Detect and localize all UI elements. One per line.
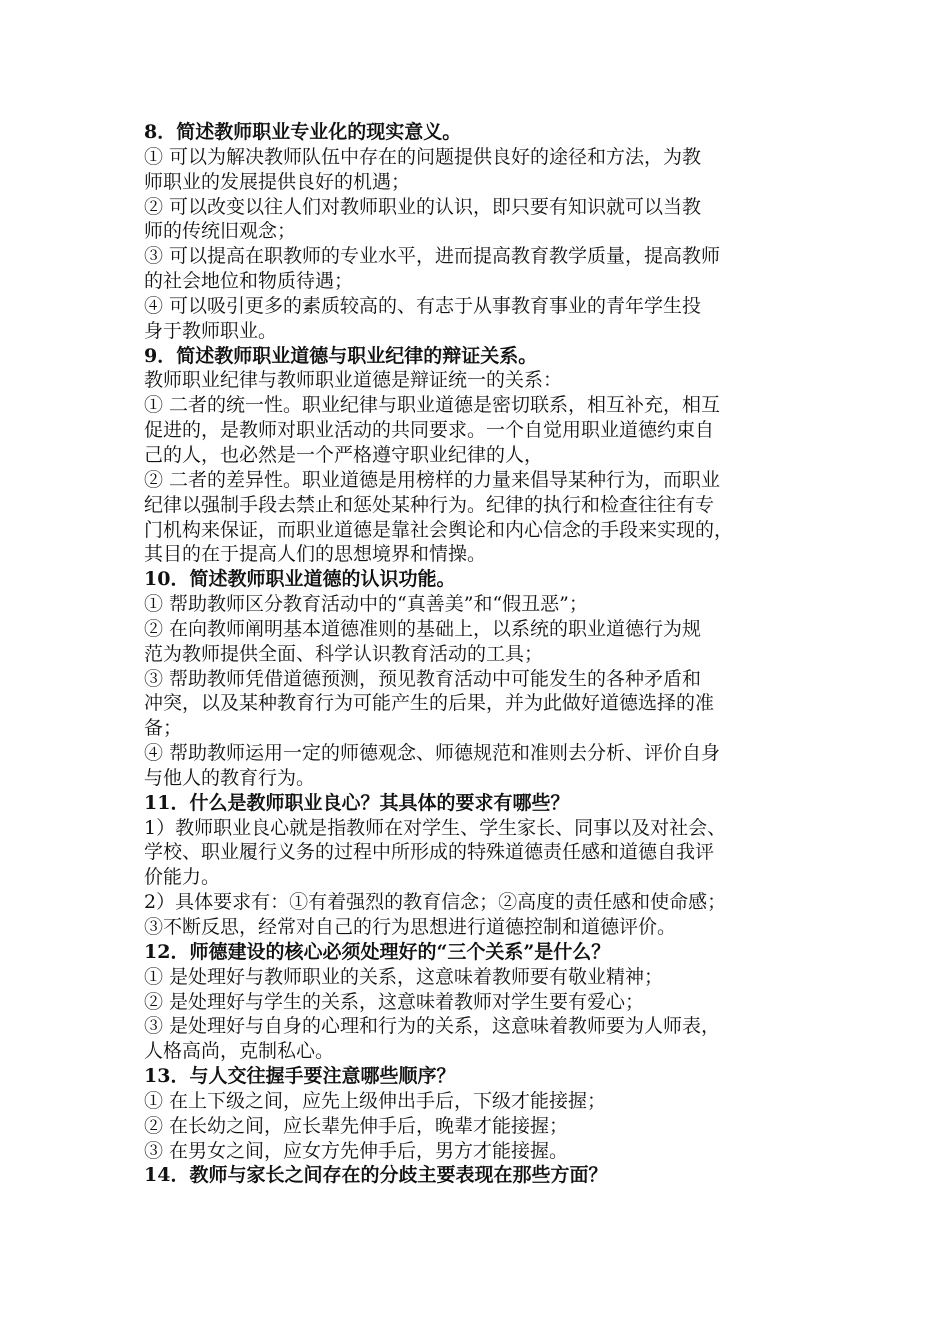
question-section — [144, 940, 834, 1064]
answer-line: 促进的，是教师对职业活动的共同要求。一个自觉用职业道德约束自 — [144, 419, 715, 442]
answer-line: 1）教师职业良心就是指教师在对学生、学生家长、同事以及对社会、 — [144, 816, 727, 839]
question-heading: 13．与人交往握手要注意哪些顺序？ — [144, 1065, 456, 1088]
answer-line: ③ 可以提高在职教师的专业水平，进而提高教育教学质量，提高教师 — [144, 245, 721, 268]
answer-line: 师的传统旧观念； — [144, 220, 297, 243]
answer-line: 人格高尚，克制私心。 — [144, 1040, 335, 1063]
question-section — [144, 567, 834, 791]
answer-line: 备； — [144, 717, 183, 740]
answer-line: ① 是处理好与教师职业的关系，这意味着教师要有敬业精神； — [144, 965, 664, 988]
answer-line: ② 二者的差异性。职业道德是用榜样的力量来倡导某种行为，而职业 — [144, 468, 721, 491]
document-body — [144, 120, 834, 1188]
answer-line: 的社会地位和物质待遇； — [144, 270, 354, 293]
question-section — [144, 120, 834, 344]
answer-line: ② 在长幼之间，应长辈先伸手后，晚辈才能接握； — [144, 1114, 569, 1137]
question-heading: 11．什么是教师职业良心？其具体的要求有哪些？ — [144, 791, 570, 814]
question-heading: 12．师德建设的核心必须处理好的“三个关系”是什么？ — [144, 940, 611, 963]
answer-line: 纪律以强制手段去禁止和惩处某种行为。纪律的执行和检查往往有专 — [144, 493, 715, 516]
question-section — [144, 1163, 834, 1188]
answer-line: ① 帮助教师区分教育活动中的“真善美”和“假丑恶”； — [144, 593, 588, 616]
answer-line: ② 是处理好与学生的关系，这意味着教师对学生要有爱心； — [144, 990, 645, 1013]
answer-line: 学校、职业履行义务的过程中所形成的特殊道德责任感和道德自我评 — [144, 841, 715, 864]
answer-line: ① 在上下级之间，应先上级伸出手后，下级才能接握； — [144, 1089, 607, 1112]
answer-line: ③ 帮助教师凭借道德预测，预见教育活动中可能发生的各种矛盾和 — [144, 667, 702, 690]
answer-line: 范为教师提供全面、科学认识教育活动的工具； — [144, 642, 544, 665]
answer-line: 身于教师职业。 — [144, 319, 278, 342]
answer-line: ② 可以改变以往人们对教师职业的认识，即只要有知识就可以当教 — [144, 195, 702, 218]
answer-line: ④ 帮助教师运用一定的师德观念、师德规范和准则去分析、评价自身 — [144, 742, 721, 765]
answer-line: 价能力。 — [144, 866, 221, 889]
question-heading: 14．教师与家长之间存在的分歧主要表现在那些方面？ — [144, 1164, 608, 1187]
question-section — [144, 344, 834, 568]
answer-line: 门机构来保证，而职业道德是靠社会舆论和内心信念的手段来实现的， — [144, 518, 734, 541]
answer-line: ③ 是处理好与自身的心理和行为的关系，这意味着教师要为人师表， — [144, 1015, 721, 1038]
answer-line: 与他人的教育行为。 — [144, 766, 316, 789]
answer-line: ① 可以为解决教师队伍中存在的问题提供良好的途径和方法，为教 — [144, 145, 702, 168]
answer-line: 师职业的发展提供良好的机遇； — [144, 170, 411, 193]
answer-line: ④ 可以吸引更多的素质较高的、有志于从事教育事业的青年学生投 — [144, 294, 702, 317]
question-heading: 8．简述教师职业专业化的现实意义。 — [144, 121, 462, 143]
answer-line: ① 二者的统一性。职业纪律与职业道德是密切联系，相互补充，相互 — [144, 394, 721, 417]
answer-line: 己的人，也必然是一个严格遵守职业纪律的人， — [144, 443, 544, 466]
question-section — [144, 1064, 834, 1163]
answer-line: ② 在向教师阐明基本道德准则的基础上，以系统的职业道德行为规 — [144, 617, 702, 640]
question-heading: 10．简述教师职业道德的认识功能。 — [144, 568, 456, 591]
answer-line: 教师职业纪律与教师职业道德是辩证统一的关系： — [144, 369, 563, 392]
answer-line: 其目的在于提高人们的思想境界和情操。 — [144, 543, 487, 566]
question-heading: 9．简述教师职业道德与职业纪律的辩证关系。 — [144, 344, 538, 367]
answer-line: 2）具体要求有：①有着强烈的教育信念；②高度的责任感和使命感； — [144, 891, 727, 914]
answer-line: 冲突，以及某种教育行为可能产生的后果，并为此做好道德选择的准 — [144, 692, 715, 715]
answer-line: ③ 在男女之间，应女方先伸手后，男方才能接握。 — [144, 1139, 569, 1162]
answer-line: ③不断反思，经常对自己的行为思想进行道德控制和道德评价。 — [144, 916, 677, 938]
question-section — [144, 791, 834, 940]
